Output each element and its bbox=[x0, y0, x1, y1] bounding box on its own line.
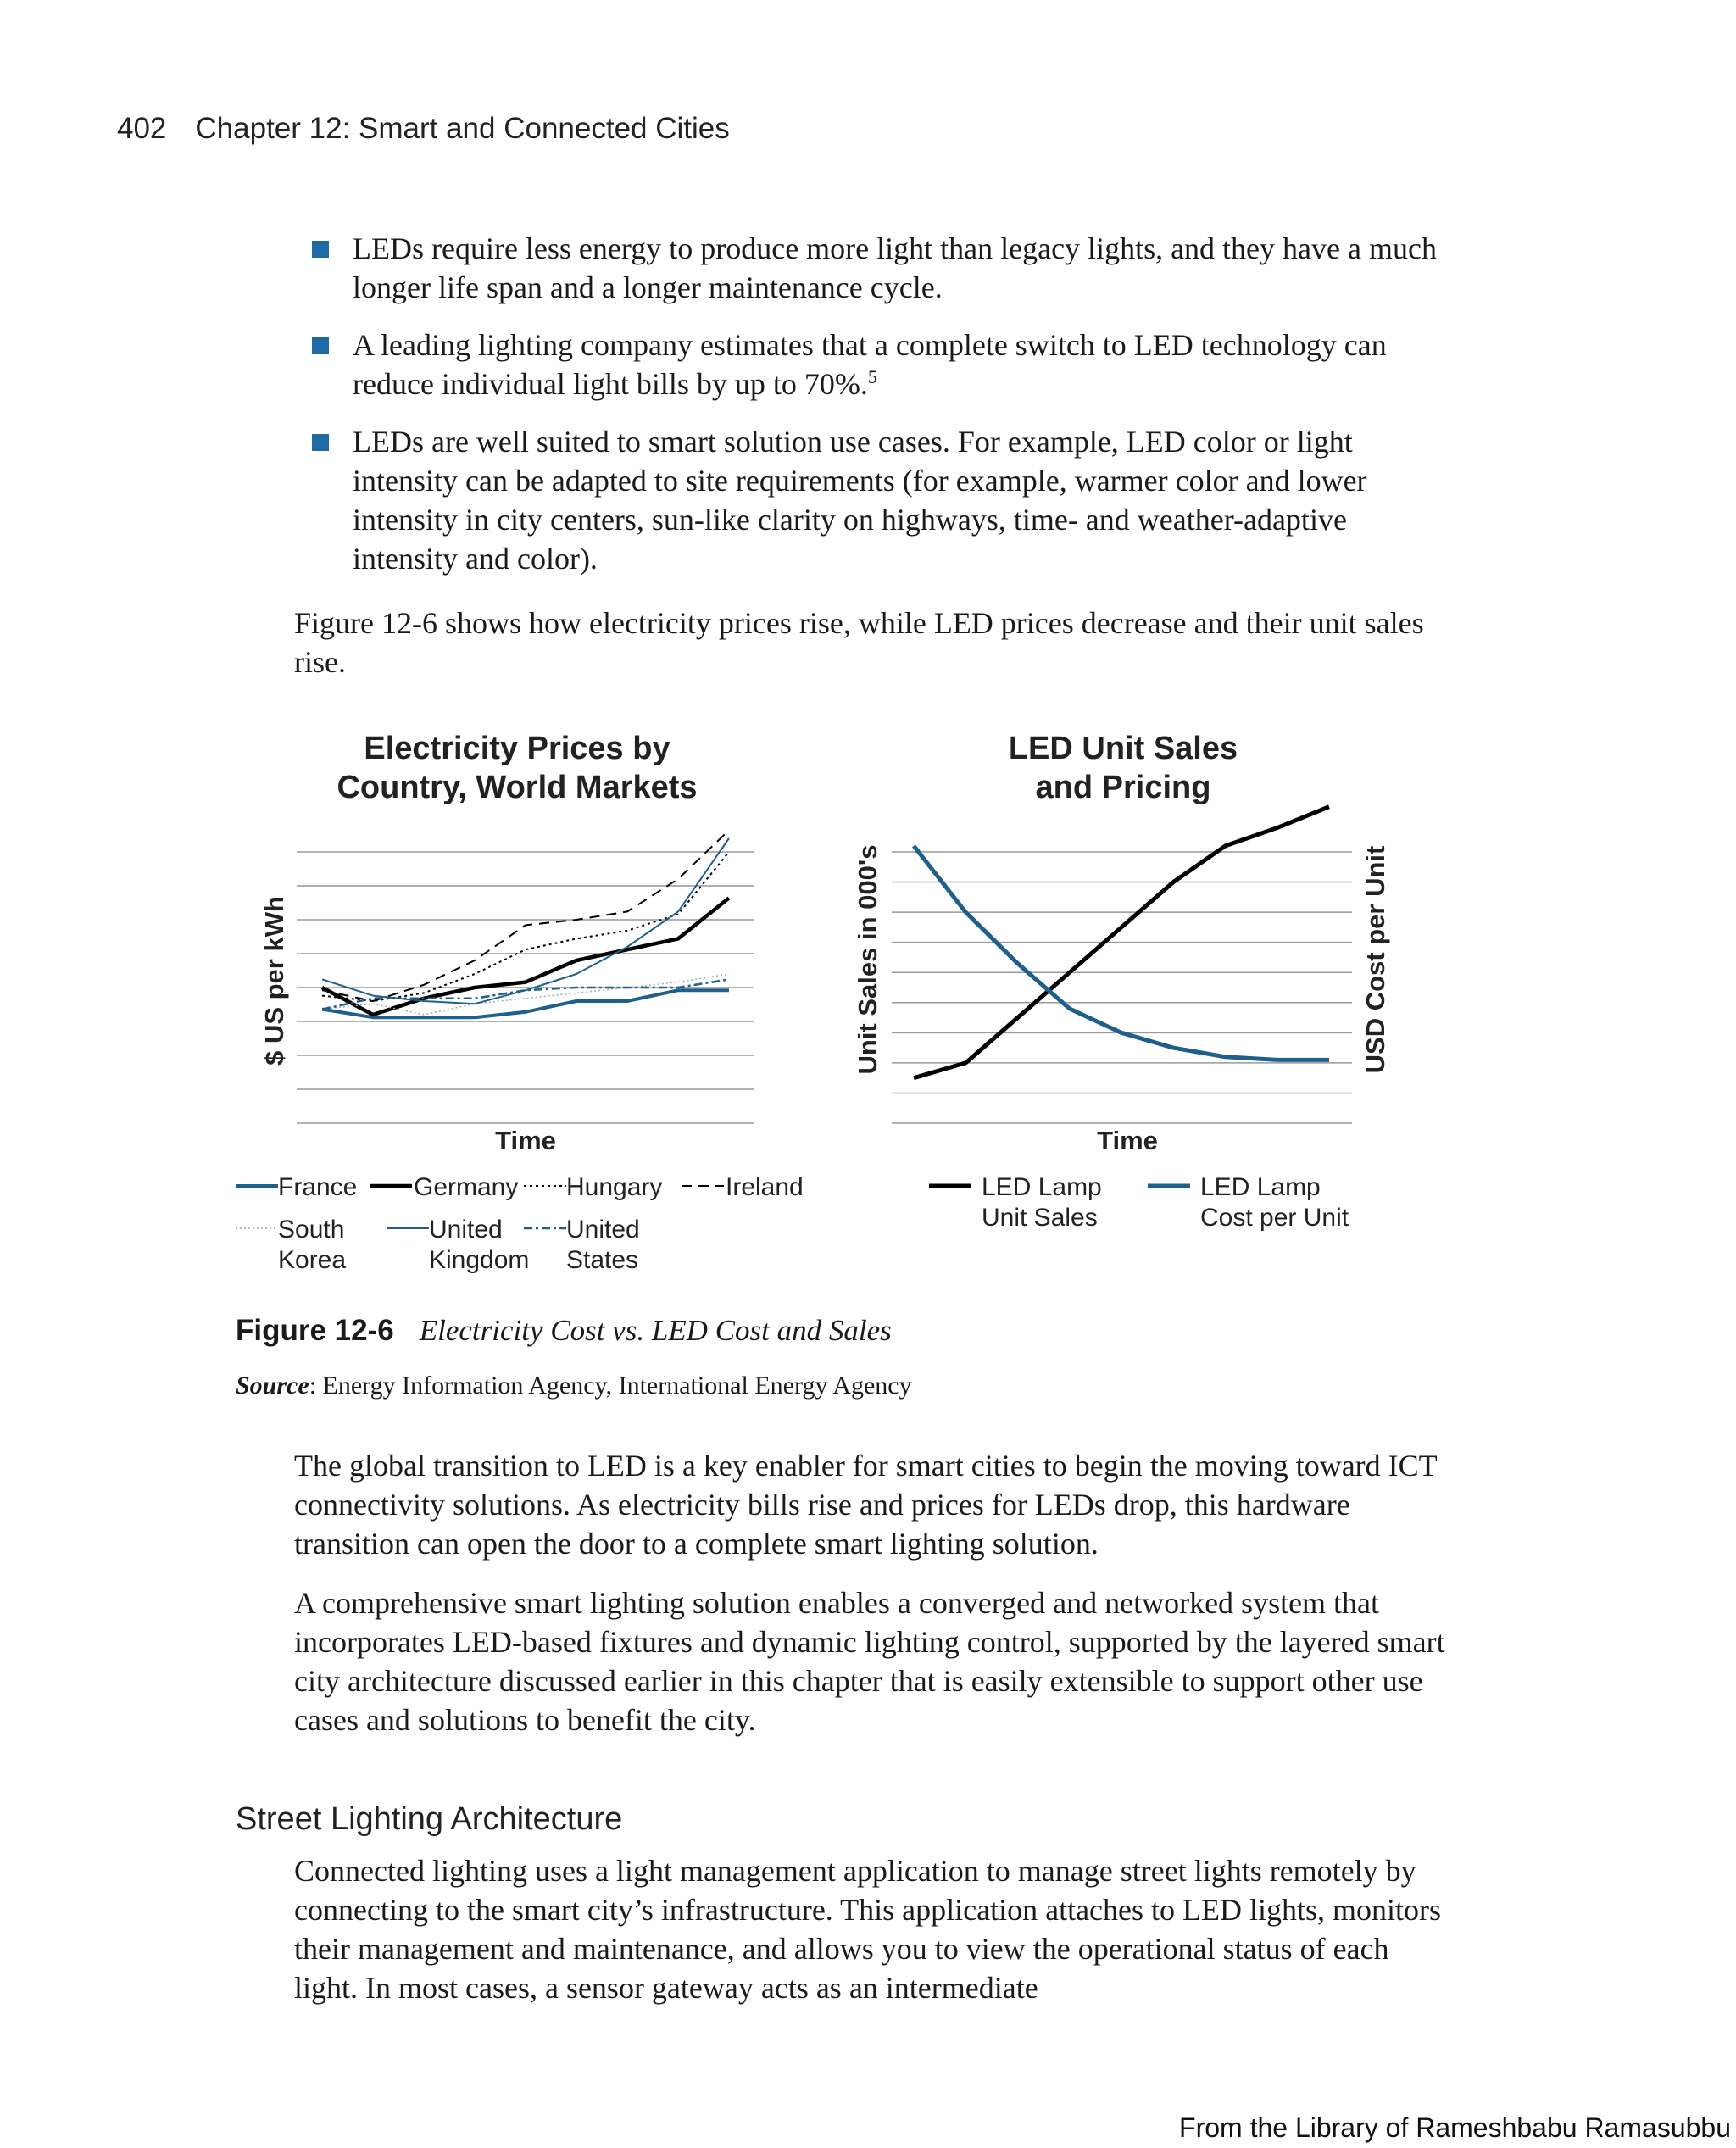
intro-paragraph: Figure 12-6 shows how electricity prices rise, while LED prices decrease and their unit sales rise. bbox=[294, 606, 1424, 679]
footnote-marker[interactable]: 5 bbox=[867, 366, 877, 387]
figure-12-6 bbox=[229, 721, 1416, 1297]
legend-label-cost-1: LED Lamp bbox=[1200, 1173, 1321, 1201]
bullet-item bbox=[312, 229, 1448, 307]
legend-label-ireland: Ireland bbox=[726, 1173, 804, 1201]
legend-label-unit-sales-2: Unit Sales bbox=[982, 1204, 1098, 1232]
figure-source bbox=[236, 1372, 912, 1400]
left-chart-gridlines bbox=[297, 852, 754, 1123]
legend-label-us-2: States bbox=[566, 1246, 639, 1274]
bullet-square-icon bbox=[312, 241, 329, 258]
series-line-united-kingdom bbox=[322, 838, 729, 1004]
source-label: Source bbox=[236, 1372, 309, 1400]
legend-label-south-korea-2: Korea bbox=[278, 1246, 347, 1274]
right-chart-title-line2: and Pricing bbox=[1035, 770, 1211, 805]
left-chart-title-line2: Country, World Markets bbox=[337, 770, 698, 805]
figure-number: Figure 12-6 bbox=[236, 1314, 394, 1347]
right-chart-gridlines bbox=[892, 852, 1352, 1123]
bullet-text: A leading lighting company estimates that a complete switch to LED technology can reduce individual light bills by up to 70%. bbox=[353, 328, 1387, 401]
legend-label-france: France bbox=[278, 1173, 358, 1201]
left-chart-xlabel: Time bbox=[495, 1126, 556, 1155]
bullet-text: LEDs require less energy to produce more light than legacy lights, and they have a much longer life span and a longer maintenance cycle. bbox=[353, 231, 1437, 304]
legend-label-uk-1: United bbox=[429, 1216, 503, 1244]
right-chart-ylabel-right: USD Cost per Unit bbox=[1360, 845, 1390, 1074]
series-line-hungary bbox=[322, 852, 729, 1001]
legend-label-cost-2: Cost per Unit bbox=[1200, 1204, 1349, 1232]
chapter-title: Chapter 12: Smart and Connected Cities bbox=[195, 112, 730, 145]
bullet-text: LEDs are well suited to smart solution use cases. For example, LED color or light intensity can be adapted to site requirements (for example, warmer color and lower intensity in city centers, sun-like clarity on highways, time- and weather-adaptive intensity and color). bbox=[353, 425, 1367, 576]
body-paragraph: A comprehensive smart lighting solution enables a converged and networked system that incorporates LED-based fixtures and dynamic lighting control, supported by the layered smart city architecture discussed earlier in this chapter that is easily extensible to support other use cases and solutions to benefit the city. bbox=[294, 1586, 1445, 1737]
library-footer: From the Library of Rameshbabu Ramasubbu bbox=[1179, 2112, 1731, 2143]
bullet-square-icon bbox=[312, 434, 329, 451]
legend-label-unit-sales-1: LED Lamp bbox=[982, 1173, 1102, 1201]
legend-label-south-korea-1: South bbox=[278, 1216, 345, 1244]
figure-caption bbox=[236, 1314, 892, 1348]
source-text: : Energy Information Agency, International Energy Agency bbox=[309, 1372, 912, 1400]
section-heading: Street Lighting Architecture bbox=[236, 1801, 623, 1837]
legend-label-uk-2: Kingdom bbox=[429, 1246, 530, 1274]
bullet-list bbox=[312, 229, 1448, 597]
legend-label-us-1: United bbox=[566, 1216, 640, 1244]
section-paragraph: Connected lighting uses a light management application to manage street lights remotely by connecting to the smart city’s infrastructure. This application attaches to LED lights, monitors their management and maintenance, and allows you to view the operational status of each light. In most cases, a sensor gateway acts as an intermediate bbox=[294, 1854, 1442, 2005]
series-line-ireland bbox=[322, 830, 729, 1001]
left-chart-ylabel: $ US per kWh bbox=[259, 896, 289, 1066]
bullet-item bbox=[312, 422, 1448, 578]
bullet-square-icon bbox=[312, 337, 329, 354]
right-chart-title-line1: LED Unit Sales bbox=[1008, 731, 1238, 766]
right-chart-xlabel: Time bbox=[1097, 1126, 1158, 1155]
running-head bbox=[117, 112, 730, 146]
bullet-item bbox=[312, 326, 1448, 403]
left-chart-series bbox=[322, 830, 729, 1017]
figure-title: Electricity Cost vs. LED Cost and Sales bbox=[419, 1314, 892, 1347]
page-number: 402 bbox=[117, 112, 167, 145]
body-paragraph: The global transition to LED is a key enabler for smart cities to begin the moving toward ICT connectivity solutions. As electricity bills rise and prices for LEDs drop, this hardware transition can open the door to a complete smart lighting solution. bbox=[294, 1449, 1438, 1561]
legend-label-germany: Germany bbox=[414, 1173, 519, 1201]
legend-label-hungary: Hungary bbox=[566, 1173, 663, 1201]
left-chart-title-line1: Electricity Prices by bbox=[364, 731, 670, 766]
series-line-led-lamp-cost-per-unit bbox=[914, 846, 1329, 1060]
right-chart-ylabel: Unit Sales in 000's bbox=[853, 844, 882, 1075]
